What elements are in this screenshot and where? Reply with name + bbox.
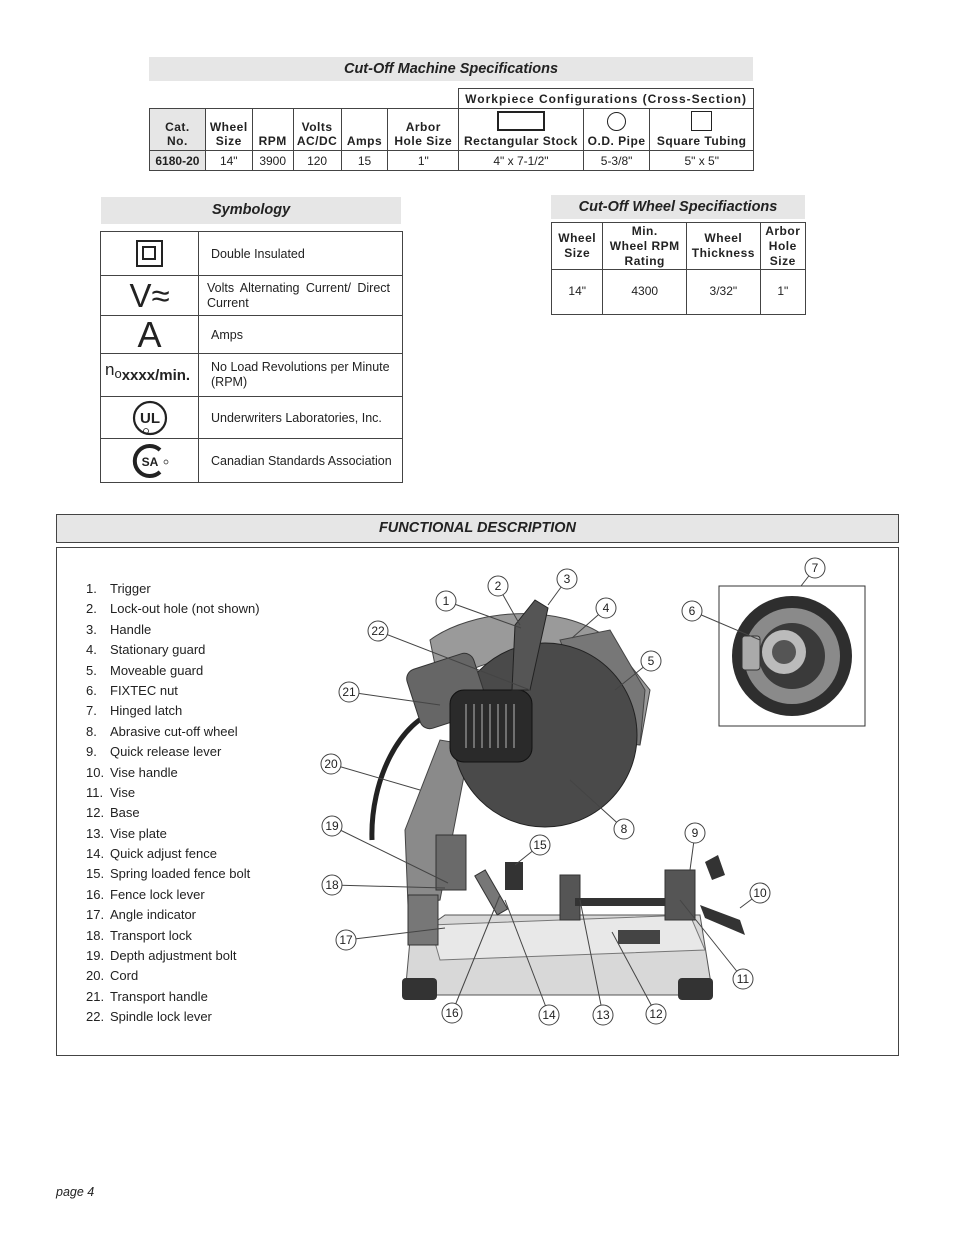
list-item-number: 2. (86, 601, 97, 617)
list-item-number: 14. (86, 846, 105, 862)
callout-number: 9 (691, 826, 699, 840)
list-item-label: Quick adjust fence (110, 846, 217, 862)
list-item-label: Vise handle (110, 764, 178, 780)
volts-header: Volts AC/DC (293, 109, 341, 151)
callout-number: 21 (342, 685, 356, 699)
callout-11 (680, 900, 753, 989)
callout-number: 13 (596, 1008, 610, 1022)
callout-leader-line (332, 885, 445, 888)
list-item-label: Base (110, 805, 140, 821)
callout-13 (580, 900, 613, 1025)
list-item-label: Fence lock lever (110, 886, 205, 902)
list-item-number: 16. (86, 886, 105, 902)
callout-leader-line (612, 932, 656, 1014)
arbor-header: Arbor Hole Size (388, 109, 459, 151)
svg-text:UL: UL (139, 409, 160, 427)
workpiece-config-header: Workpiece Configurations (Cross-Section) (459, 89, 754, 109)
list-item-label: Vise plate (110, 825, 167, 841)
list-item-number: 4. (86, 642, 97, 658)
list-item-label: Cord (110, 968, 139, 984)
symbol-description: Volts Alternating Current/ Direct Current (199, 276, 403, 316)
amps-value: 15 (341, 151, 388, 171)
symbol-description: Canadian Standards Association (199, 439, 403, 483)
callout-number: 10 (753, 886, 767, 900)
callout-leader-line (349, 692, 440, 705)
wheel-size-header: Wheel Size (552, 223, 603, 270)
callout-number: 6 (688, 604, 696, 618)
callout-number: 4 (602, 601, 610, 615)
list-item-number: 12. (86, 805, 105, 821)
callout-leader-line (446, 601, 521, 628)
callout-10 (740, 883, 770, 908)
list-item-label: Depth adjustment bolt (110, 948, 237, 964)
list-item-number: 5. (86, 662, 97, 678)
list-item-label: Hinged latch (110, 703, 183, 719)
callout-22 (368, 621, 530, 690)
wheel-thickness-value: 3/32" (687, 270, 761, 315)
callout-leader-line (680, 900, 743, 979)
callout-19 (322, 816, 448, 883)
wheel-size-value: 14" (205, 151, 252, 171)
symbol-description: Double Insulated (199, 232, 403, 276)
callout-number: 5 (647, 654, 655, 668)
callout-number: 15 (533, 838, 547, 852)
list-item-label: Vise (110, 784, 136, 800)
list-item-number: 6. (86, 682, 97, 698)
callout-number: 7 (811, 561, 819, 575)
callout-18 (322, 875, 445, 895)
list-item-number: 20. (86, 968, 105, 984)
list-item-number: 22. (86, 1009, 105, 1025)
list-item-number: 15. (86, 866, 105, 882)
list-item-number: 3. (86, 621, 97, 637)
list-item-number: 21. (86, 988, 105, 1004)
callout-15 (515, 835, 550, 865)
rectangular-stock-value: 4" x 7-1/2" (459, 151, 584, 171)
callout-12 (612, 932, 666, 1024)
list-item-number: 13. (86, 825, 105, 841)
list-item-number: 7. (86, 703, 97, 719)
rpm-header: RPM (252, 109, 293, 151)
callout-number: 14 (542, 1008, 556, 1022)
callout-21 (339, 682, 440, 705)
list-item-label: Spring loaded fence bolt (110, 866, 251, 882)
svg-text:SA: SA (141, 454, 158, 469)
callout-number: 2 (494, 579, 502, 593)
callout-leader-line (346, 928, 445, 940)
callout-14 (505, 900, 559, 1025)
list-item-label: Abrasive cut-off wheel (110, 723, 238, 739)
list-item-number: 1. (86, 581, 97, 596)
wheel-size-value: 14" (552, 270, 603, 315)
amps-header: Amps (341, 109, 388, 151)
rpm-value: 3900 (252, 151, 293, 171)
callout-7 (801, 558, 825, 586)
callout-6 (682, 601, 760, 640)
volts-ac-dc-icon: V≈ (101, 276, 199, 316)
list-item-label: Spindle lock lever (110, 1009, 212, 1025)
arbor-hole-header: Arbor Hole Size (760, 223, 805, 270)
list-item-number: 17. (86, 907, 105, 923)
list-item-label: Stationary guard (110, 642, 206, 658)
callout-20 (321, 754, 420, 790)
list-item-number: 10. (86, 764, 105, 780)
callout-8 (570, 780, 634, 839)
callout-number: 17 (339, 933, 353, 947)
volts-value: 120 (293, 151, 341, 171)
square-tubing-header: Square Tubing (650, 109, 754, 151)
callout-number: 1 (442, 594, 450, 608)
symbol-description: No Load Revolutions per Minute (RPM) (199, 354, 403, 397)
list-item-number: 18. (86, 927, 105, 943)
callout-9 (685, 823, 705, 870)
symbol-description: Underwriters Laboratories, Inc. (199, 397, 403, 439)
callout-leader-line (452, 895, 500, 1013)
page-number: page 4 (56, 1185, 95, 1199)
cat-no-value: 6180-20 (150, 151, 206, 171)
callout-leader-line (692, 611, 760, 640)
arbor-hole-value: 1" (760, 270, 805, 315)
callout-3 (548, 569, 577, 605)
od-pipe-value: 5-3/8" (583, 151, 650, 171)
callout-5 (615, 651, 661, 690)
machine-specs-title: Cut-Off Machine Specifications (149, 57, 753, 81)
callout-number: 11 (736, 972, 750, 986)
callout-number: 3 (563, 572, 571, 586)
list-item-label: Handle (110, 621, 152, 637)
min-rpm-header: Min. Wheel RPM Rating (603, 223, 687, 270)
callout-1 (436, 591, 521, 628)
min-rpm-value: 4300 (603, 270, 687, 315)
list-item-number: 9. (86, 744, 97, 760)
functional-description-title: FUNCTIONAL DESCRIPTION (56, 514, 899, 543)
list-item-label: Lock-out hole (not shown) (110, 601, 260, 617)
callout-leader-line (570, 780, 624, 829)
list-item-number: 19. (86, 948, 105, 964)
list-item-number: 11. (86, 784, 104, 800)
callout-leader-line (505, 900, 549, 1015)
cat-no-header: Cat. No. (150, 109, 206, 151)
callout-number: 12 (649, 1007, 663, 1021)
list-item-label: Quick release lever (110, 744, 222, 760)
callout-number: 19 (325, 819, 339, 833)
list-item-label: Trigger (110, 581, 151, 596)
square-tubing-value: 5" x 5" (650, 151, 754, 171)
symbol-description: Amps (199, 316, 403, 354)
od-pipe-header: O.D. Pipe (583, 109, 650, 151)
callout-number: 18 (325, 878, 339, 892)
list-item-number: 8. (86, 723, 97, 739)
callout-leader-line (580, 900, 603, 1015)
arbor-value: 1" (388, 151, 459, 171)
list-item-label: Moveable guard (110, 662, 204, 678)
wheel-specs-title: Cut-Off Wheel Specifiactions (551, 195, 805, 219)
symbology-title: Symbology (101, 197, 401, 224)
amps-icon: A (101, 316, 199, 354)
no-load-rpm-icon: noxxxx/min. (101, 354, 199, 397)
callout-4 (572, 598, 616, 638)
list-item-label: Transport handle (110, 988, 208, 1004)
callout-number: 22 (371, 624, 385, 638)
callout-17 (336, 928, 445, 950)
callout-number: 8 (620, 822, 628, 836)
callout-16 (442, 895, 500, 1023)
wheel-thickness-header: Wheel Thickness (687, 223, 761, 270)
callout-leader-line (332, 826, 448, 883)
list-item-label: Transport lock (110, 927, 192, 943)
list-item-label: FIXTEC nut (110, 682, 178, 698)
list-item-label: Angle indicator (110, 907, 196, 923)
callout-leader-line (378, 631, 530, 690)
callout-number: 16 (445, 1006, 459, 1020)
wheel-size-header: Wheel Size (205, 109, 252, 151)
callout-leader-line (331, 764, 420, 790)
rectangular-stock-header: Rectangular Stock (459, 109, 584, 151)
callout-number: 20 (324, 757, 338, 771)
